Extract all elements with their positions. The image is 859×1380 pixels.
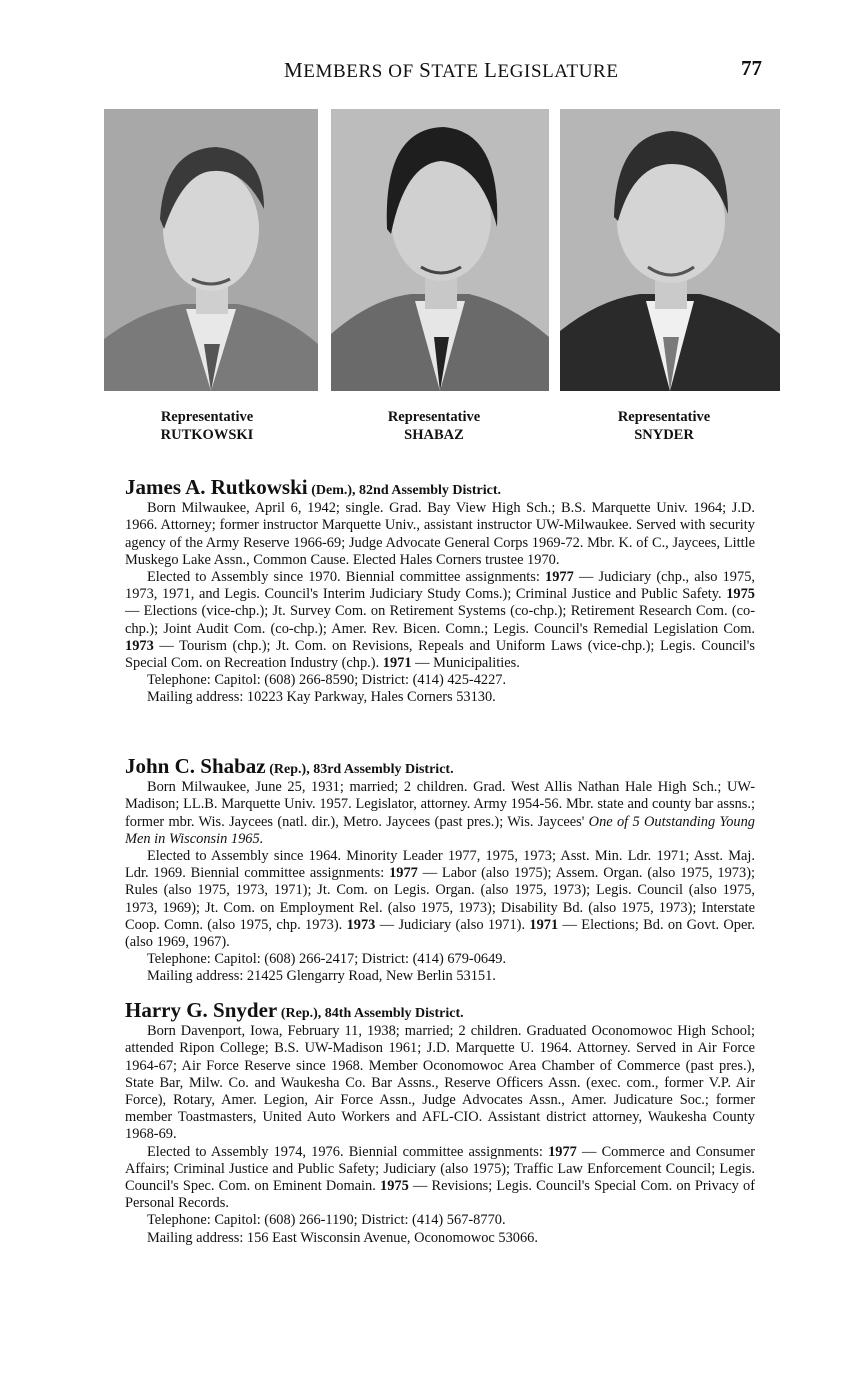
- mailing-address-line: Mailing address: 21425 Glengarry Road, New Berlin 53151.: [147, 968, 496, 985]
- bio-heading: [125, 754, 755, 778]
- bio-elected-paragraph: Elected to Assembly since 1970. Biennial committee assignments: 1977 — Judiciary (chp., also 1975, 1973, 1971, and Legis. Council's Interim Judiciary Study Coms.); Criminal Justice and Public Safety. 1975 — Elections (vice-chp.); Jt. Survey Com. on Retirement Systems (co-chp.); Retirement Research Com. (co-chp.); Joint Audit Com. (co-chp.); Amer. Rev. Bicen. Comn.; Legis. Council's Remedial Legislation Com. 1973 — Tourism (chp.); Jt. Com. on Revisions, Repeals and Uniform Laws (vice-chp.); Legis. Council's Special Com. on Recreation Industry (chp.). 1971 — Municipalities.: [125, 569, 755, 672]
- caption-name: RUTKOWSKI: [160, 427, 254, 443]
- page-number: 77: [741, 56, 762, 80]
- bio-heading: [125, 998, 755, 1022]
- portrait-photo-shabaz: [331, 109, 549, 391]
- portrait-photo-rutkowski: [104, 109, 318, 391]
- caption-rutkowski: [97, 408, 317, 444]
- district-label: , 84th Assembly District.: [317, 1006, 464, 1021]
- bio-snyder: [125, 998, 755, 1247]
- bio-born-paragraph: Born Davenport, Iowa, February 11, 1938; married; 2 children. Graduated Oconomowoc High School; attended Ripon College; B.S. UW-Madison 1961; J.D. Marquette U. 1964. Attorney. Served in Air Force 1964-67; Air Force Reserve since 1968. Member Oconomowoc Area Chamber of Commerce (past pres.), State Bar, Milw. Co. and Waukesha Co. Bar Assns., Reserve Officers Assn. (exec. com., former V.P. Air Force), Rotary, Amer. Legion, Air Force Assn., Judge Advocates Assn., Amer. Judicature Soc.; former member Toastmasters, United Auto Workers and AFL-CIO. Assistant district attorney, Waukesha County 1968-69.: [125, 1023, 755, 1143]
- party-label: (Rep.): [280, 1006, 318, 1021]
- bio-rutkowski: [125, 475, 755, 707]
- caption-snyder: [554, 408, 774, 444]
- caption-role: Representative: [387, 409, 481, 425]
- bio-elected-paragraph: Elected to Assembly since 1964. Minority Leader 1977, 1975, 1973; Asst. Min. Ldr. 1971; Asst. Maj. Ldr. 1969. Biennial committee assignments: 1977 — Labor (also 1975); Assem. Organ. (also 1975, 1973); Rules (also 1975, 1973, 1971); Jt. Com. on Legis. Organ. (also 1975, 1973); Legis. Council (also 1975, 1973, 1969); Jt. Com. on Employment Rel. (also 1975, 1973); Disability Bd. (also 1975, 1973); Interstate Coop. Comn. (also 1975, chp. 1973). 1973 — Judiciary (also 1971). 1971 — Elections; Bd. on Govt. Oper. (also 1969, 1967).: [125, 848, 755, 951]
- telephone-line: Telephone: Capitol: (608) 266-8590; District: (414) 425-4227.: [147, 672, 507, 689]
- bio-shabaz: [125, 754, 755, 986]
- caption-role: Representative: [160, 409, 254, 425]
- member-name: John C. Shabaz: [125, 754, 266, 778]
- bio-elected-paragraph: Elected to Assembly 1974, 1976. Biennial committee assignments: 1977 — Commerce and Consumer Affairs; Criminal Justice and Public Safety; Judiciary (also 1975); Traffic Law Enforcement Council; Legis. Council's Spec. Com. on Eminent Domain. 1975 — Revisions; Legis. Council's Special Com. on Privacy of Personal Records.: [125, 1143, 755, 1212]
- caption-role: Representative: [617, 409, 711, 425]
- mailing-address-line: Mailing address: 10223 Kay Parkway, Hales Corners 53130.: [147, 689, 496, 706]
- bio-heading: [125, 475, 755, 499]
- bio-born-paragraph: Born Milwaukee, April 6, 1942; single. Grad. Bay View High Sch.; B.S. Marquette Univ. 1964; J.D. 1966. Attorney; former instructor Marquette Univ., assistant instructor UW-Milwaukee. Served with security agency of the Army Reserve 1966-69; Judge Advocate General Corps 1969-72. Mbr. K. of C., Jaycees, Little Muskego Lake Assn., Common Cause. Elected Hales Corners trustee 1970.: [125, 500, 755, 568]
- party-label: (Dem.): [311, 483, 353, 498]
- party-label: (Rep.): [269, 762, 307, 777]
- member-name: James A. Rutkowski: [125, 475, 308, 499]
- portrait-photo-snyder: [560, 109, 780, 391]
- telephone-line: Telephone: Capitol: (608) 266-1190; District: (414) 567-8770.: [147, 1212, 506, 1229]
- caption-name: SHABAZ: [404, 427, 464, 443]
- caption-shabaz: [324, 408, 544, 444]
- running-title: MEMBERS OF STATE LEGISLATURE: [284, 58, 619, 82]
- member-name: Harry G. Snyder: [125, 998, 278, 1022]
- bio-born-paragraph: Born Milwaukee, June 25, 1931; married; 2 children. Grad. West Allis Nathan Hale High Sch.; UW-Madison; LL.B. Marquette Univ. 1957. Legislator, attorney. Army 1954-56. Mbr. state and county bar assns.; former mbr. Wis. Jaycees (natl. dir.), Metro. Jaycees (past pres.); Wis. Jaycees' One of 5 Outstanding Young Men in Wisconsin 1965.: [125, 779, 755, 847]
- district-label: , 82nd Assembly District.: [352, 483, 501, 498]
- caption-name: SNYDER: [634, 427, 694, 443]
- mailing-address-line: Mailing address: 156 East Wisconsin Avenue, Oconomowoc 53066.: [147, 1229, 538, 1246]
- page-header: [0, 58, 859, 88]
- telephone-line: Telephone: Capitol: (608) 266-2417; District: (414) 679-0649.: [147, 951, 507, 968]
- district-label: , 83rd Assembly District.: [306, 762, 454, 777]
